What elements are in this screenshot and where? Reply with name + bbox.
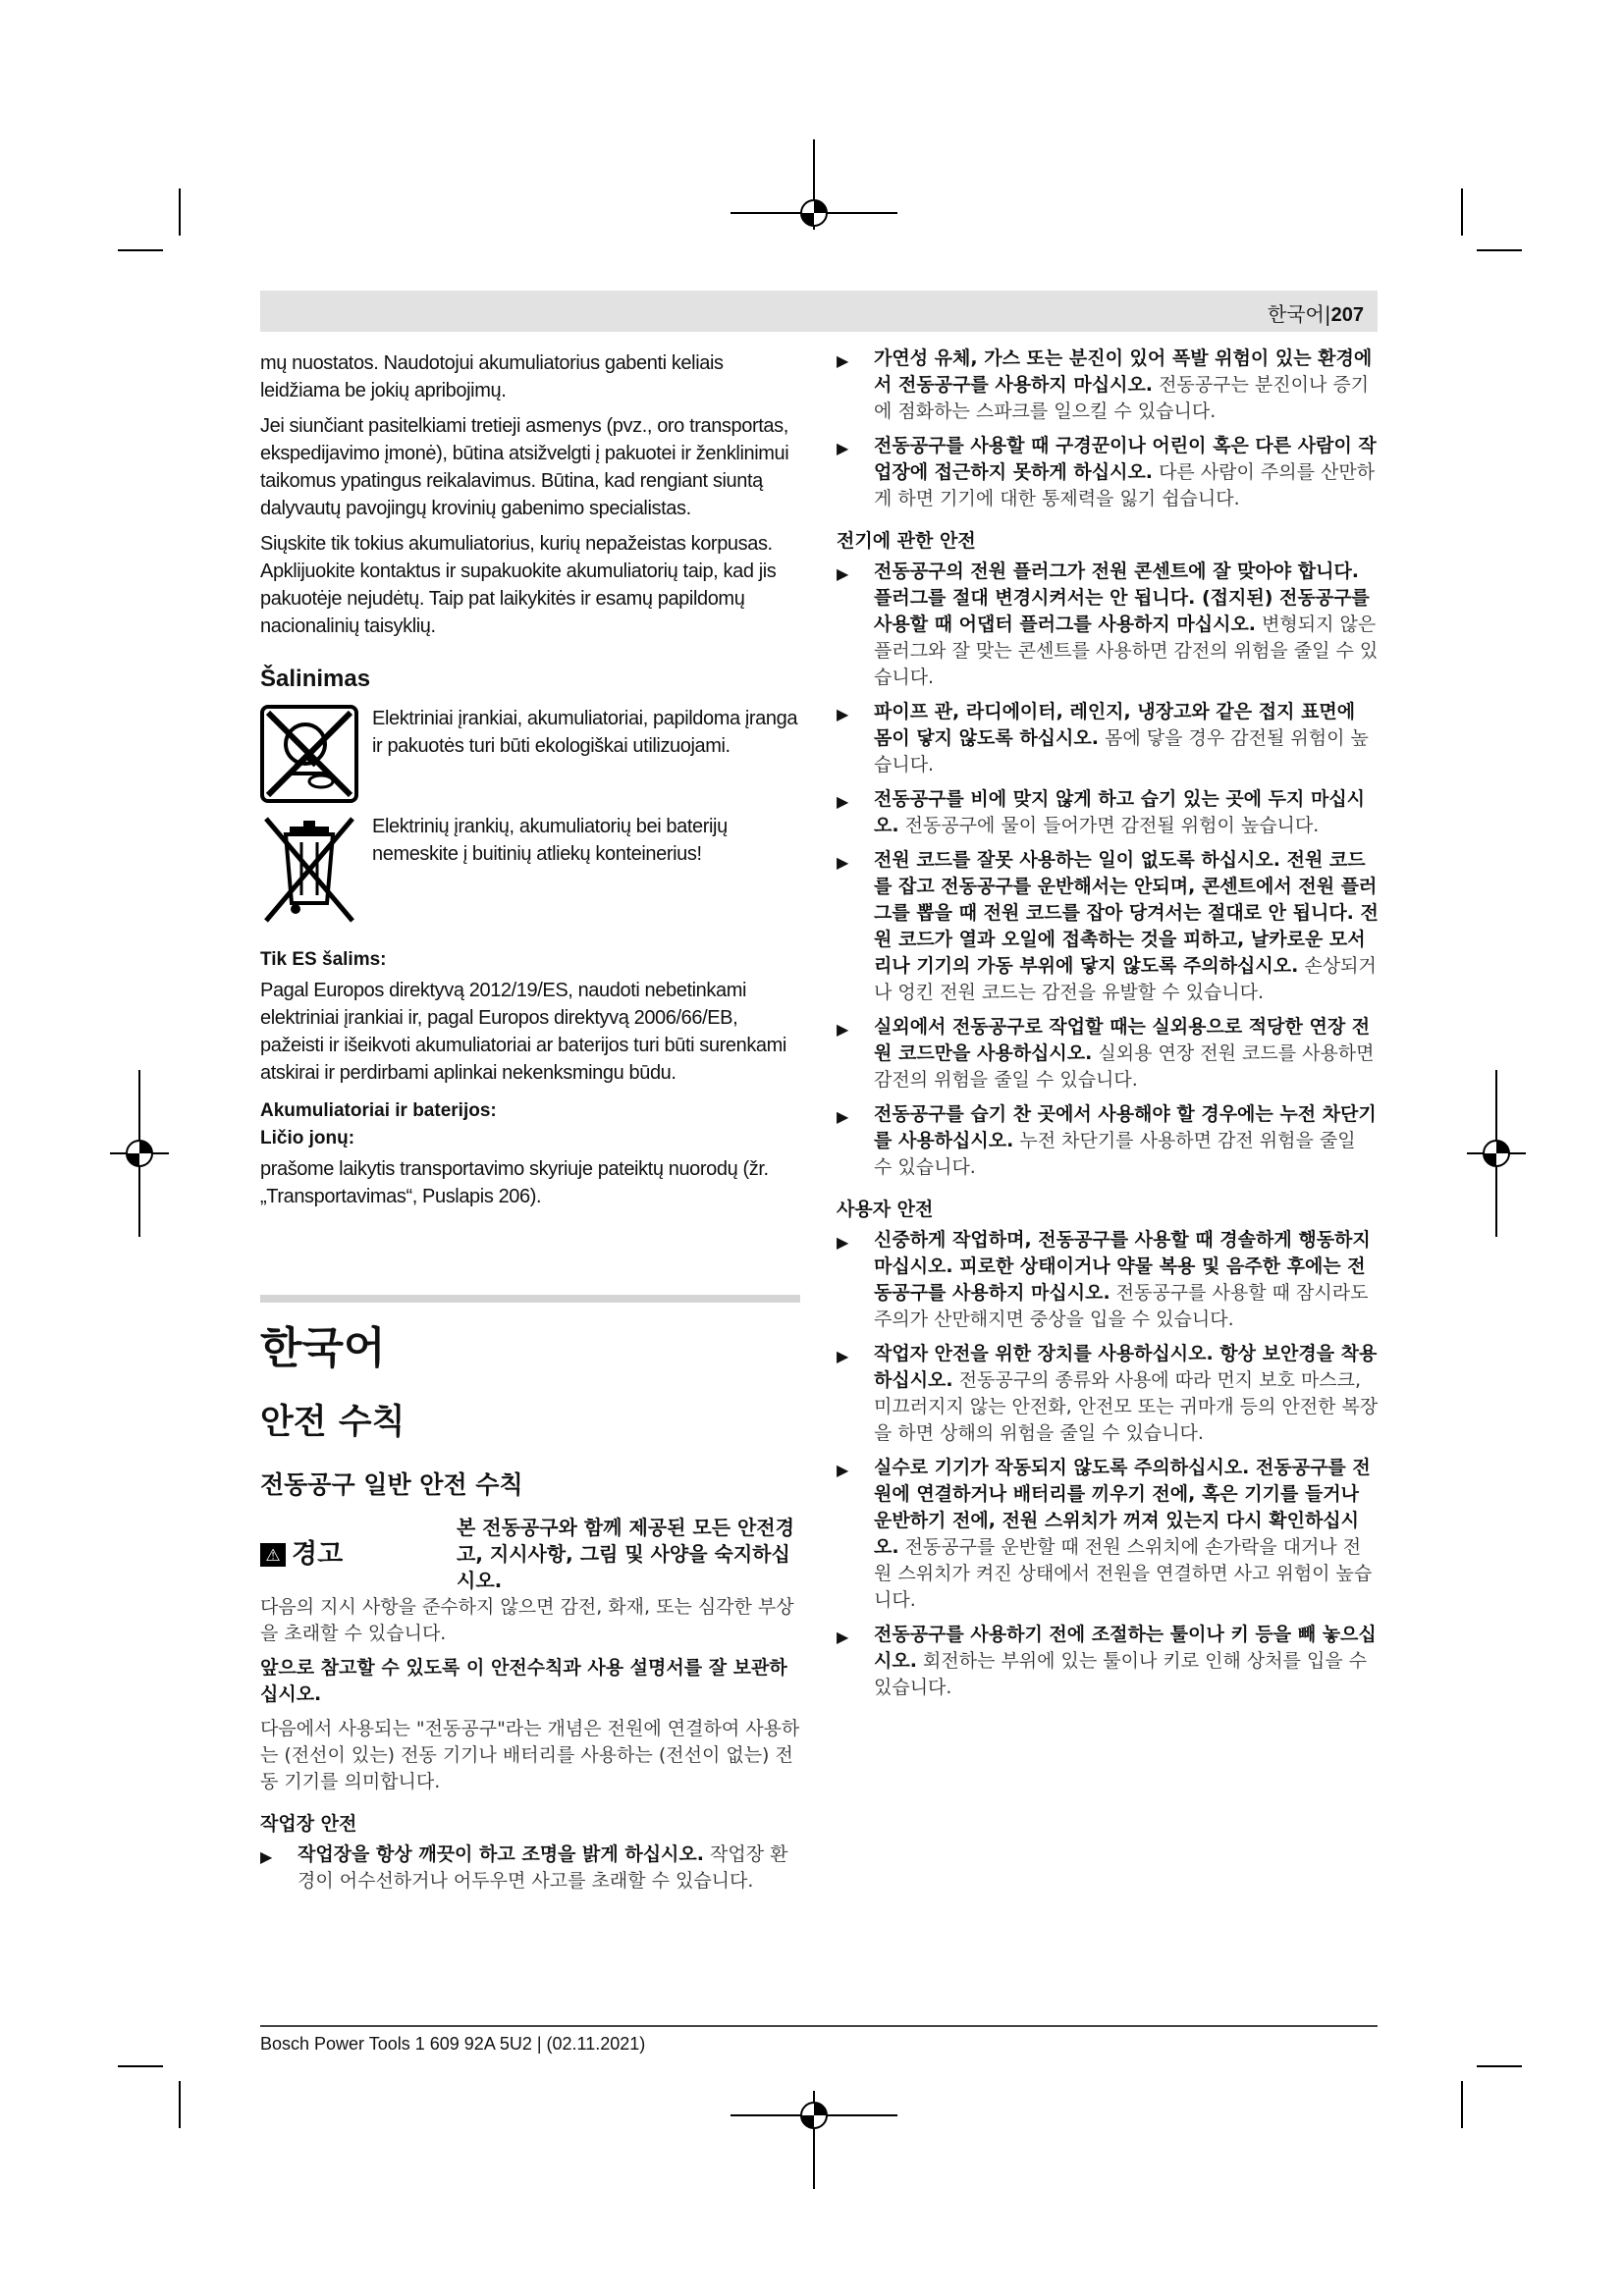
list-item [837, 1455, 1379, 1614]
warning-text: 본 전동공구와 함께 제공된 모든 안전경고, 지시사항, 그림 및 사양을 숙지하십시오. [457, 1516, 794, 1592]
disposal-row-2 [260, 813, 800, 926]
item-normal: 작업장 환경이 어수선하거나 어두우면 사고를 초래할 수 있습니다. [298, 1843, 788, 1892]
crop-mark [179, 188, 181, 236]
header-language: 한국어 [1267, 302, 1325, 326]
disposal-heading: Šalinimas [260, 666, 371, 692]
crop-mark [1461, 2081, 1463, 2128]
disposal-text: Elektriniai įrankiai, akumuliatoriai, papildoma įranga ir pakuotės turi būti ekologiškai utilizuojami. [372, 708, 798, 757]
item-normal: 전동공구를 운반할 때 전원 스위치에 손가락을 대거나 전원 스위치가 켜진 상태에서 전원을 연결하면 사고 위험이 높습니다. [874, 1536, 1373, 1611]
bullet-triangle-icon: ▶ [837, 564, 849, 583]
list-item [837, 559, 1379, 691]
section-divider [260, 1295, 800, 1303]
keep-instructions: 앞으로 참고할 수 있도록 이 안전수칙과 사용 설명서를 잘 보관하십시오. [260, 1657, 787, 1705]
bullet-triangle-icon: ▶ [837, 792, 849, 811]
item-normal: 회전하는 부위에 있는 툴이나 키로 인해 상처를 입을 수 있습니다. [874, 1650, 1368, 1698]
item-bold: 전동공구를 비에 맞지 않게 하고 습기 있는 곳에 두지 마십시오. [874, 788, 1366, 836]
list-item [837, 1014, 1379, 1094]
item-normal: 전동공구에 물이 들어가면 감전될 위험이 높습니다. [904, 815, 1320, 836]
electrical-heading: 전기에 관한 안전 [837, 530, 976, 552]
item-normal: 전동공구를 사용할 때 잠시라도 주의가 산만해지면 중상을 입을 수 있습니다. [874, 1282, 1369, 1330]
language-title: 한국어 [260, 1323, 386, 1373]
registration-mark-right [1467, 1070, 1526, 1237]
list-item [837, 1622, 1379, 1701]
list-item [837, 433, 1379, 512]
bullet-triangle-icon: ▶ [837, 351, 849, 370]
item-bold: 전동공구를 습기 찬 곳에서 사용해야 할 경우에는 누전 차단기를 사용하십시오. [874, 1103, 1377, 1151]
list-item [837, 1227, 1379, 1333]
bullet-triangle-icon: ▶ [260, 1847, 273, 1866]
list-item [837, 1341, 1379, 1447]
list-item [837, 786, 1379, 839]
page-header [260, 291, 1378, 332]
warning-label-text: 경고 [292, 1539, 344, 1570]
item-bold: 가연성 유체, 가스 또는 분진이 있어 폭발 위험이 있는 환경에서 전동공구를 사용하지 마십시오. [874, 347, 1373, 396]
item-bold: 실수로 기기가 작동되지 않도록 주의하십시오. 전동공구를 전원에 연결하거나 배터리를 끼우기 전에, 혹은 기기를 들거나 운반하기 전에, 전원 스위치가 꺼져 있는지 다시 확인하십시오. [874, 1457, 1371, 1558]
eu-heading: Tik ES šalims: [260, 949, 387, 970]
batteries-heading: Akumuliatoriai ir baterijos: [260, 1100, 497, 1121]
item-bold: 파이프 관, 라디에이터, 레인지, 냉장고와 같은 접지 표면에 몸이 닿지 않도록 하십시오. [874, 701, 1356, 749]
eu-text: Pagal Europos direktyvą 2012/19/ES, naudoti nebetinkami elektriniai įrankiai ir, pagal Europos direktyvą 2006/66/EB, pažeisti ir išeikvoti akumuliatoriai ar baterijos turi būti surenkami atskirai ir perdirbami aplinkai nekenksmingu būdu. [260, 980, 786, 1084]
bullet-triangle-icon: ▶ [837, 1020, 849, 1039]
disposal-text: Elektrinių įrankių, akumuliatorių bei baterijų nemeskite į buitinių atliekų konteinerius! [372, 816, 728, 865]
crossed-bin-icon [260, 813, 358, 926]
bullet-triangle-icon: ▶ [837, 1107, 849, 1126]
work-area-heading: 작업장 안전 [260, 1813, 357, 1835]
registration-mark-bottom [731, 2042, 897, 2189]
item-normal: 몸에 닿을 경우 감전될 위험이 높습니다. [874, 727, 1369, 775]
item-bold: 전원 코드를 잘못 사용하는 일이 없도록 하십시오. 전원 코드를 잡고 전동공구를 운반해서는 안되며, 콘센트에서 전원 플러그를 뽑을 때 전원 코드를 잡아 당겨서는 절대로 안 됩니다. 전원 코드가 열과 오일에 접촉하는 것을 피하고, 날카로운 모서리나 기기의 가동 부위에 닿지 않도록 주의하십시오. [874, 849, 1379, 977]
registration-mark-top [731, 139, 897, 287]
crop-mark [118, 2065, 163, 2067]
subsection-title: 전동공구 일반 안전 수칙 [260, 1470, 523, 1499]
page-number: 207 [1330, 304, 1364, 326]
list-item [837, 847, 1379, 1006]
paragraph: Jei siunčiant pasitelkiami tretieji asmenys (pvz., oro transportas, ekspedijavimo įmonė), būtina atsižvelgti į pakuotei ir ženklinimui taikomus ypatingus reikalavimus. Būtina, kad rengiant siuntą dalyvautų pavojingų krovinių gabenimo specialistas. [260, 415, 789, 519]
item-bold: 신중하게 작업하며, 전동공구를 사용할 때 경솔하게 행동하지 마십시오. 피로한 상태이거나 약물 복용 및 음주한 후에는 전동공구를 사용하지 마십시오. [874, 1229, 1371, 1304]
item-normal: 손상되거나 엉킨 전원 코드는 감전을 유발할 수 있습니다. [874, 955, 1377, 1003]
footer-rule [260, 2025, 1378, 2027]
crop-mark [179, 2081, 181, 2128]
section-title: 안전 수칙 [260, 1403, 406, 1442]
item-normal: 전동공구는 분진이나 증기에 점화하는 스파크를 일으킬 수 있습니다. [874, 374, 1370, 422]
warning-block [260, 1515, 800, 1594]
right-column [837, 346, 1379, 1709]
header-label: 한국어|207 [1267, 302, 1364, 326]
list-item [260, 1842, 800, 1895]
liion-heading: Ličio jonų: [260, 1128, 355, 1148]
eco-disposal-icon [260, 705, 358, 803]
item-bold: 전동공구의 전원 플러그가 전원 콘센트에 잘 맞아야 합니다. 플러그를 절대 변경시켜서는 안 됩니다. (접지된) 전동공구를 사용할 때 어댑터 플러그를 사용하지 마십시오. [874, 561, 1370, 635]
crop-mark [1461, 188, 1463, 236]
item-bold: 작업자 안전을 위한 장치를 사용하십시오. 항상 보안경을 착용하십시오. [874, 1343, 1378, 1391]
disposal-row-1 [260, 705, 800, 803]
bullet-triangle-icon: ▶ [837, 1628, 849, 1646]
item-bold: 실외에서 전동공구로 작업할 때는 실외용으로 적당한 연장 전원 코드만을 사용하십시오. [874, 1016, 1371, 1064]
list-item [837, 1101, 1379, 1181]
paragraph: Siųskite tik tokius akumuliatorius, kurių nepažeistas korpusas. Apklijuokite kontaktus ir supakuokite akumuliatorių taip, kad jis pakuotėje nejudėtų. Taip pat laikykitės ir esamų papildomų nacionalinių taisyklių. [260, 533, 777, 637]
item-bold: 전동공구를 사용하기 전에 조절하는 툴이나 키 등을 빼 놓으십시오. [874, 1624, 1377, 1672]
list-item [837, 699, 1379, 778]
crop-mark [1477, 249, 1522, 251]
warning-label [260, 1515, 457, 1594]
item-normal: 전동공구의 종류와 사용에 따라 먼지 보호 마스크, 미끄러지지 않는 안전화, 안전모 또는 귀마개 등의 안전한 복장을 하면 상해의 위험을 줄일 수 있습니다. [874, 1369, 1379, 1444]
crop-mark [118, 249, 163, 251]
warning-icon: ⚠ [260, 1543, 286, 1567]
term-definition: 다음에서 사용되는 "전동공구"라는 개념은 전원에 연결하여 사용하는 (전선이 있는) 전동 기기나 배터리를 사용하는 (전선이 없는) 전동 기기를 의미합니다. [260, 1718, 800, 1792]
footer-text: Bosch Power Tools 1 609 92A 5U2 | (02.11.2021) [260, 2034, 646, 2054]
warning-note: 다음의 지시 사항을 준수하지 않으면 감전, 화재, 또는 심각한 부상을 초래할 수 있습니다. [260, 1596, 794, 1644]
item-normal: 다른 사람이 주의를 산만하게 하면 기기에 대한 통제력을 잃기 쉽습니다. [874, 461, 1376, 509]
bullet-triangle-icon: ▶ [837, 1233, 849, 1252]
item-normal: 실외용 연장 전원 코드를 사용하면 감전의 위험을 줄일 수 있습니다. [874, 1042, 1375, 1091]
item-normal: 누전 차단기를 사용하면 감전 위험을 줄일 수 있습니다. [874, 1130, 1356, 1178]
bullet-triangle-icon: ▶ [837, 1461, 849, 1479]
bullet-triangle-icon: ▶ [837, 1347, 849, 1365]
item-bold: 작업장을 항상 깨끗이 하고 조명을 밝게 하십시오. [298, 1843, 704, 1865]
item-normal: 변형되지 않은 플러그와 잘 맞는 콘센트를 사용하면 감전의 위험을 줄일 수 있습니다. [874, 614, 1379, 688]
registration-mark-left [110, 1070, 169, 1237]
personal-safety-heading: 사용자 안전 [837, 1199, 934, 1220]
bullet-triangle-icon: ▶ [837, 705, 849, 723]
bullet-triangle-icon: ▶ [837, 439, 849, 457]
bullet-triangle-icon: ▶ [837, 853, 849, 872]
paragraph: mų nuostatos. Naudotojui akumuliatorius gabenti keliais leidžiama be jokių apribojimų. [260, 352, 724, 401]
list-item [837, 346, 1379, 425]
crop-mark [1477, 2065, 1522, 2067]
left-column [260, 349, 800, 1902]
item-bold: 전동공구를 사용할 때 구경꾼이나 어린이 혹은 다른 사람이 작업장에 접근하지 못하게 하십시오. [874, 435, 1377, 483]
liion-text: prašome laikytis transportavimo skyriuje pateiktų nuorodų (žr. „Transportavimas“, Puslapis 206). [260, 1158, 769, 1207]
